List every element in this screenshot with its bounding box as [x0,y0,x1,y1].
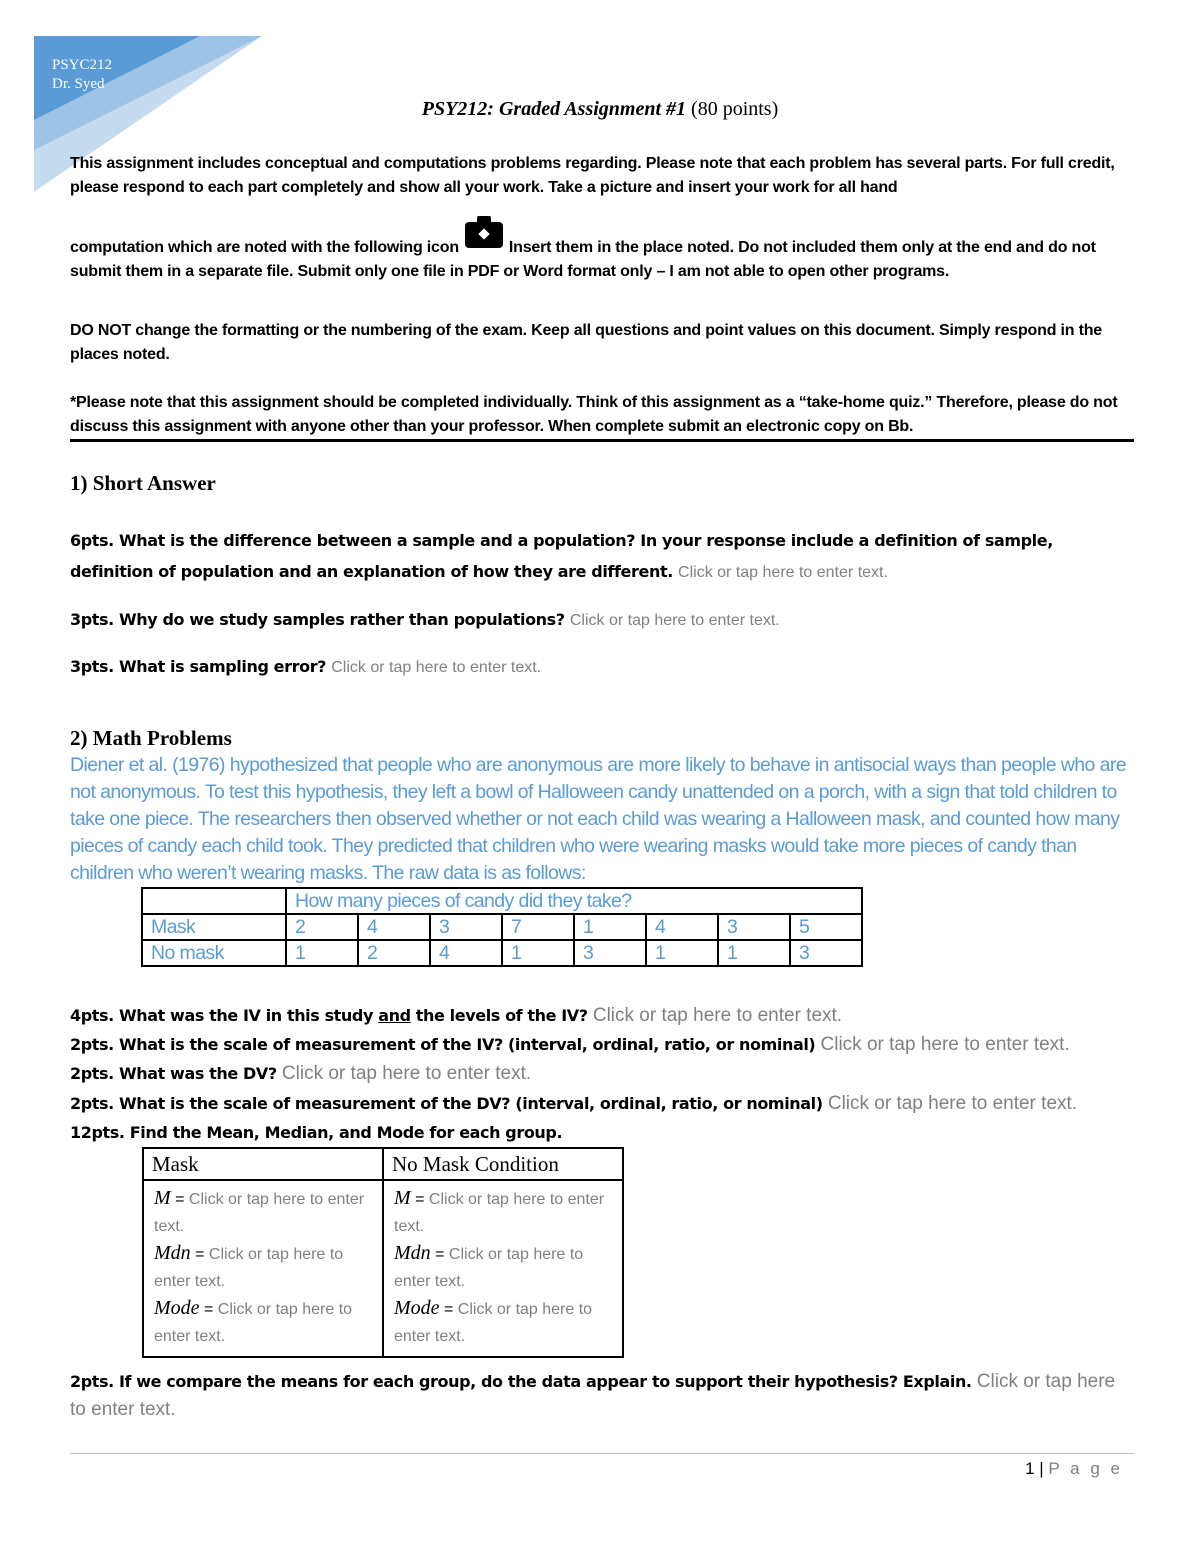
section-divider [70,439,1134,442]
answer-no-mask-mean[interactable]: Click or tap here to enter text. [394,1191,605,1235]
stats-cell-mask: M = Click or tap here to enter text. Mdn = Click or tap here to enter text. Mode = Click or tap here to enter text. [143,1180,383,1357]
table-cell: 7 [502,914,574,940]
raw-data-table [141,887,863,967]
table-cell: 2 [286,914,358,940]
row-label: Mask [142,914,286,940]
answer-no-mask-mode[interactable]: Click or tap here to enter text. [394,1301,593,1345]
answer-mask-mean[interactable]: Click or tap here to enter text. [154,1191,365,1235]
answer-no-mask-median[interactable]: Click or tap here to enter text. [394,1246,584,1290]
page-title: PSY212: Graded Assignment #1 (80 points) [421,98,779,120]
page-number: 1 [1025,1459,1035,1478]
camera-icon [465,222,503,248]
answer-field-dv-scale[interactable]: Click or tap here to enter text. [827,1093,1078,1114]
section-1-heading: 1) Short Answer [70,471,216,495]
answer-field-2[interactable]: Click or tap here to enter text. [569,612,780,629]
question-sampling-error: 3pts. What is sampling error? Click or tap here to enter text. [70,657,542,676]
stats-col-no-mask: No Mask Condition [383,1148,623,1180]
table-header-row [142,888,862,914]
table-cell: 1 [718,940,790,966]
section-2-heading: 2) Math Problems [70,726,232,750]
question-iv-scale: 2pts. What is the scale of measurement of the IV? (interval, ordinal, ratio, or nominal) Click or tap here to enter text. [70,1034,1070,1055]
answer-field-hypothesis[interactable]: Click or tap here to enter text. [70,1371,1116,1420]
intro-paragraph-3: *Please note that this assignment should be completed individually. Think of this assignment as a “take-home quiz.” Therefore, please do not discuss this assignment with anyone other than your professor. When complete submit an electronic copy on Bb. [70,394,1118,435]
question-central-tendency: 12pts. Find the Mean, Median, and Mode for each group. [70,1123,563,1142]
answer-field-1[interactable]: Click or tap here to enter text. [678,564,888,581]
table-cell: 4 [430,940,502,966]
answer-field-iv-scale[interactable]: Click or tap here to enter text. [820,1034,1070,1055]
table-cell: 1 [574,914,646,940]
stats-col-mask: Mask [143,1148,383,1180]
table-cell: 4 [646,914,718,940]
table-cell: 3 [430,914,502,940]
table-cell: 3 [790,940,862,966]
table-cell: 5 [790,914,862,940]
table-cell: 3 [574,940,646,966]
table-cell: 1 [502,940,574,966]
table-cell: 2 [358,940,430,966]
page-footer: 1 | P a g e [1025,1459,1123,1478]
answer-mask-median[interactable]: Click or tap here to enter text. [154,1246,344,1290]
question-why-samples: 3pts. Why do we study samples rather than populations? Click or tap here to enter text. [70,610,780,629]
question-support-hypothesis: 2pts. If we compare the means for each group, do the data appear to support their hypothesis? Explain. Click or tap here to enter text. [70,1371,1116,1420]
intro-paragraph-2: DO NOT change the formatting or the numbering of the exam. Keep all questions and point values on this document. Simply respond in the places noted. [70,322,1102,363]
page-label: P a g e [1048,1459,1123,1478]
table-row-no-mask [142,940,862,966]
stats-cell-no-mask: M = Click or tap here to enter text. Mdn = Click or tap here to enter text. Mode = Click or tap here to enter text. [383,1180,623,1357]
intro-paragraph-1: This assignment includes conceptual and computations problems regarding. Please note that each problem has several parts. For full credit, please respond to each part completely and show all your work. Take a picture and insert your work for all hand computation which are noted with the following icon Insert them in the place noted. Do not included them only at the end and do not submit them in a separate file. Submit only one file in PDF or Word format only – I am not able to open other programs. [70,155,1115,280]
answer-field-dv[interactable]: Click or tap here to enter text. [281,1063,532,1084]
question-dv-scale: 2pts. What is the scale of measurement of the DV? (interval, ordinal, ratio, or nominal) Click or tap here to enter text. [70,1093,1078,1114]
question-sample-vs-population: 6pts. What is the difference between a sample and a population? In your response include a definition of sample, definition of population and an explanation of how they are different. Click or tap here to enter text. [70,531,1053,581]
footer-divider [70,1453,1134,1454]
stats-table [142,1147,624,1358]
table-header: How many pieces of candy did they take? [286,888,862,914]
instructor-name: Dr. Syed [52,76,105,92]
answer-field-iv[interactable]: Click or tap here to enter text. [592,1005,843,1026]
table-cell: 1 [286,940,358,966]
table-cell: 1 [646,940,718,966]
question-dv: 2pts. What was the DV? Click or tap here to enter text. [70,1063,532,1084]
answer-field-3[interactable]: Click or tap here to enter text. [331,659,542,676]
course-code: PSYC212 [52,57,113,73]
table-row-mask [142,914,862,940]
table-cell: 4 [358,914,430,940]
question-iv-levels: 4pts. What was the IV in this study and the levels of the IV? Click or tap here to enter text. [70,1005,843,1026]
row-label: No mask [142,940,286,966]
answer-mask-mode[interactable]: Click or tap here to enter text. [154,1301,353,1345]
table-cell: 3 [718,914,790,940]
scenario-text: Diener et al. (1976) hypothesized that people who are anonymous are more likely to behave in antisocial ways than people who are not anonymous. To test this hypothesis, they left a bowl of Halloween candy unattended on a porch, with a sign that told children to take one piece. The researchers then observed whether or not each child was wearing a Halloween mask, and counted how many pieces of candy each child took. They predicted that children who were wearing masks would take more pieces of candy than children who weren’t wearing masks. The raw data is as follows: [70,754,1126,884]
